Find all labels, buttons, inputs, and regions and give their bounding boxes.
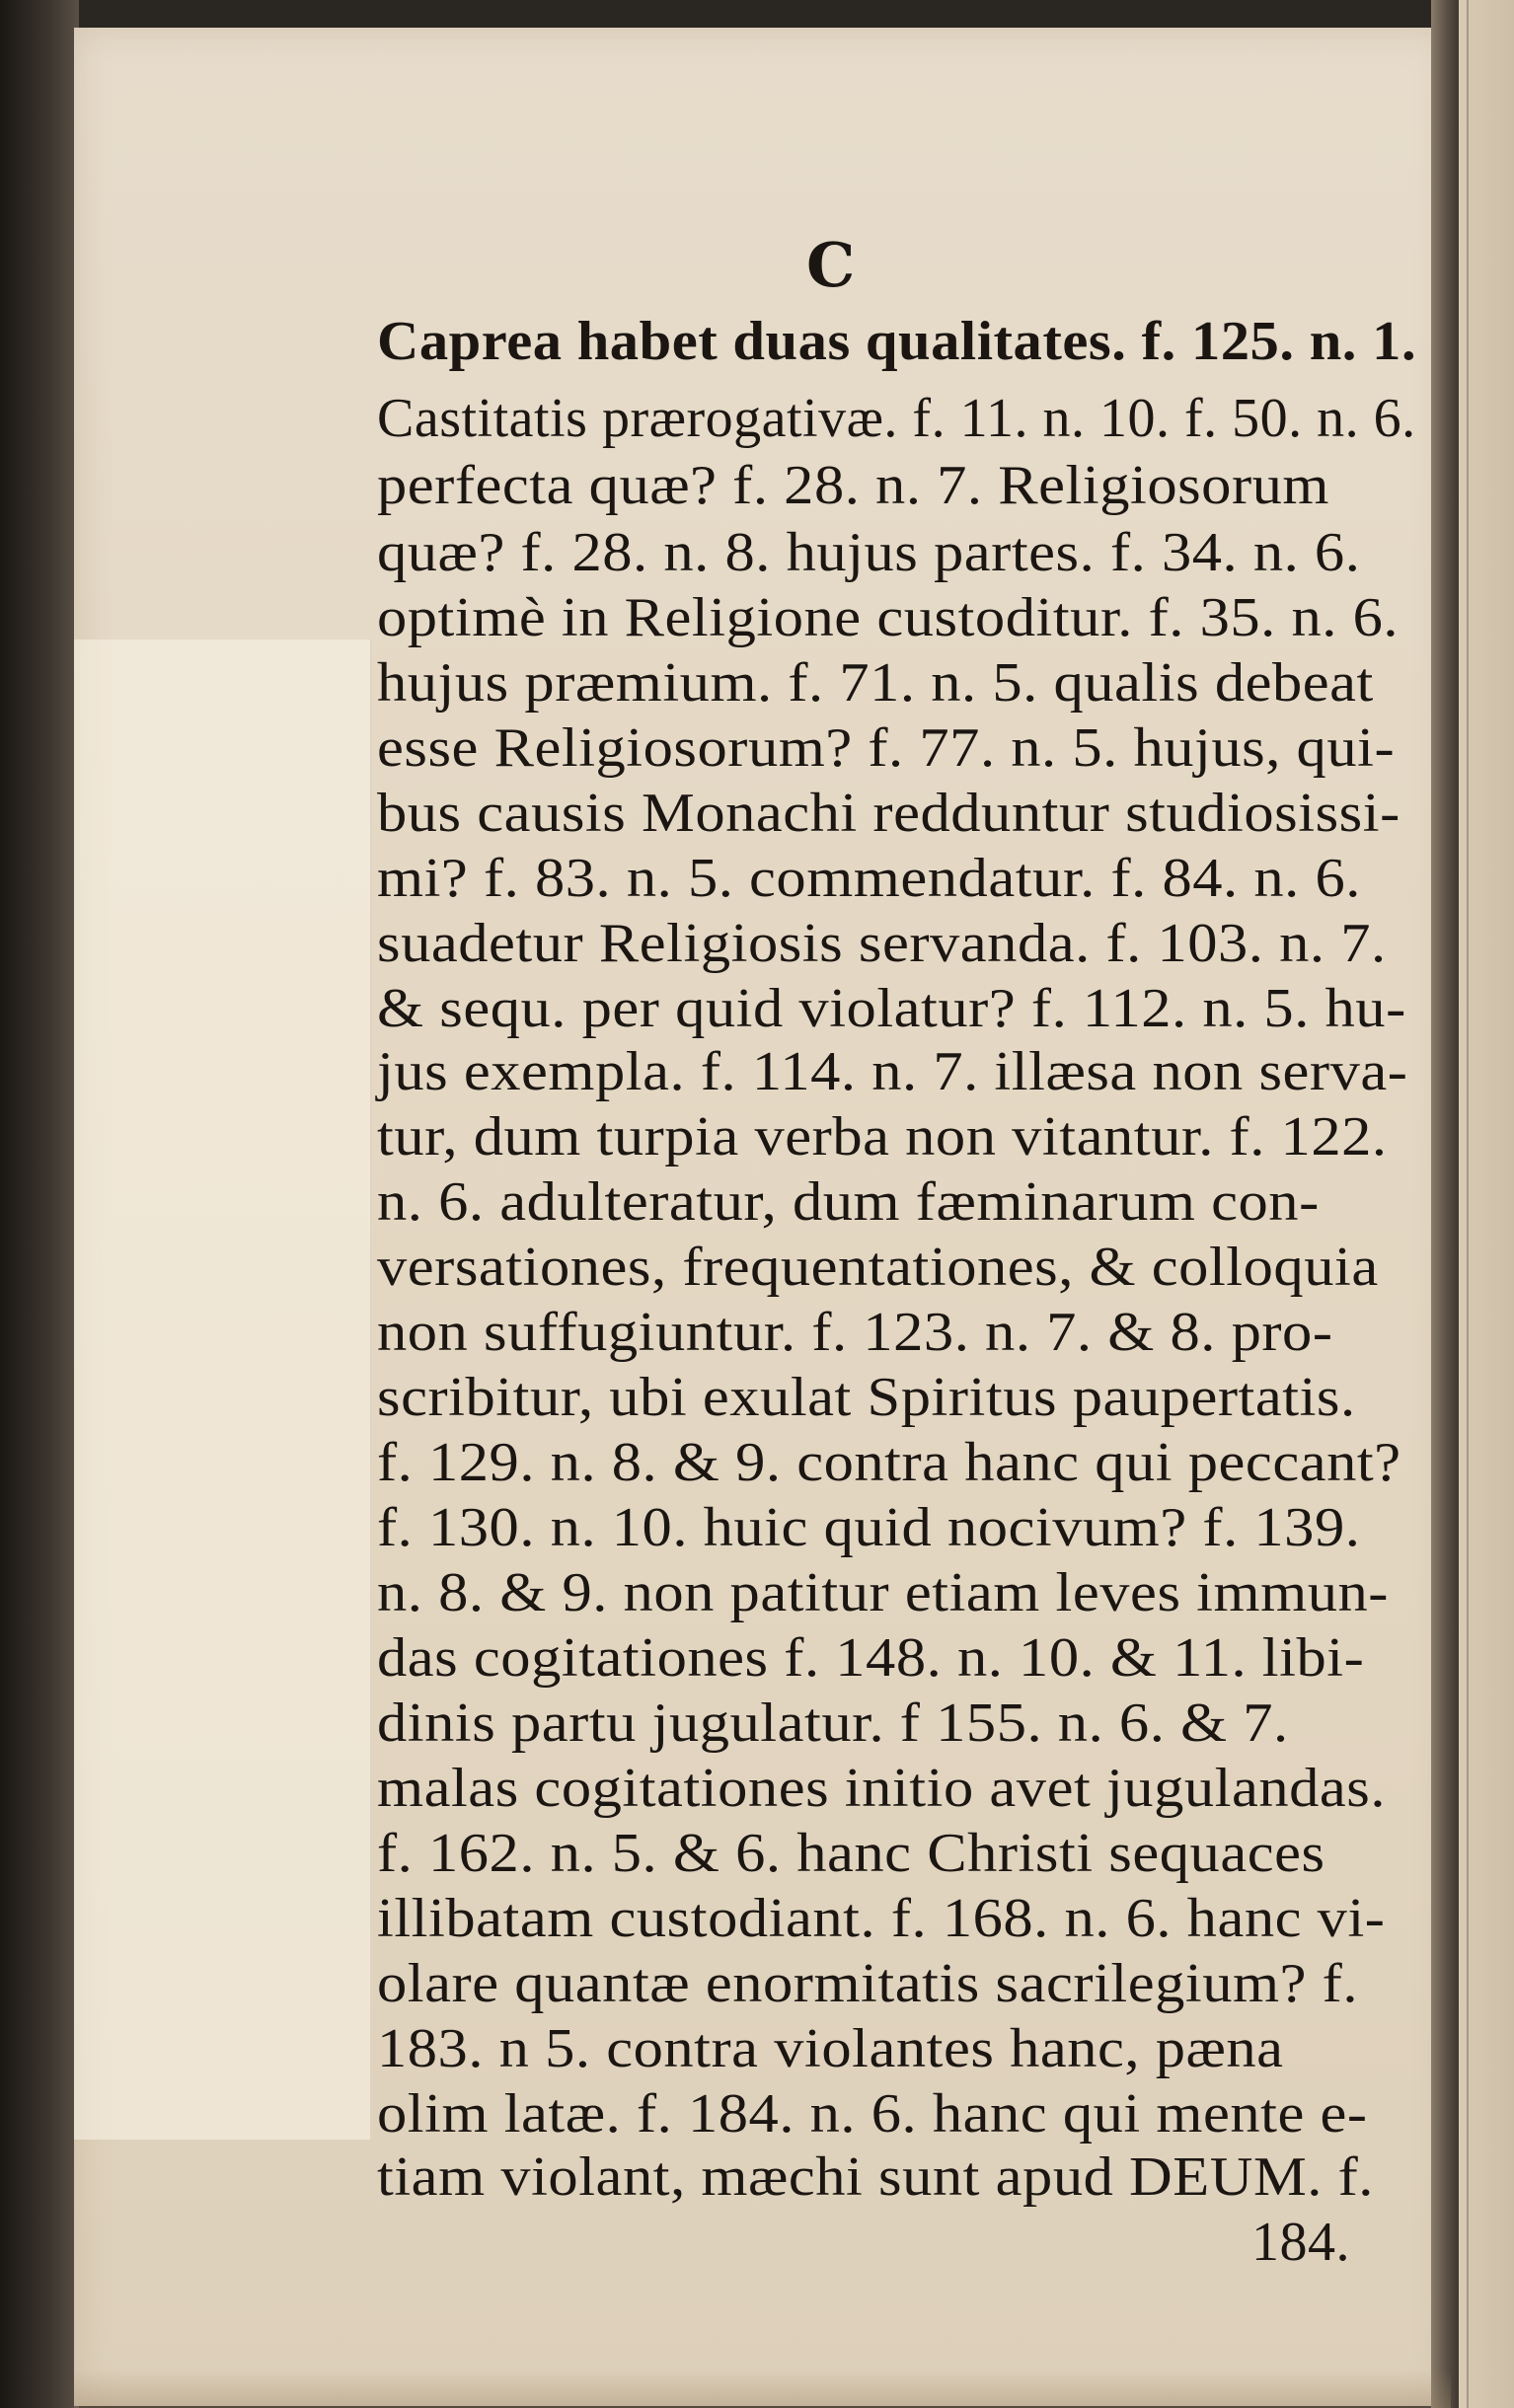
index-line: n. 6. adulteratur, dum fæminarum con- (377, 1171, 1320, 1233)
facing-page-edge (1459, 0, 1514, 2408)
index-line: esse Religiosorum? f. 77. n. 5. hujus, qui- (377, 717, 1396, 779)
index-line: 184. (1251, 2212, 1350, 2273)
index-line: versationes, frequentationes, & colloquia (377, 1237, 1379, 1298)
index-line: dinis partu jugulatur. f 155. n. 6. & 7. (377, 1693, 1289, 1754)
index-line: tur, dum turpia verba non vitantur. f. 122. (377, 1106, 1388, 1167)
index-line: hujus præmium. f. 71. n. 5. qualis debeat (377, 652, 1374, 714)
index-line: illibatam custodiant. f. 168. n. 6. hanc vi- (377, 1888, 1386, 1949)
gutter-fold (1431, 0, 1461, 2408)
index-line: f. 129. n. 8. & 9. contra hanc qui peccant? (377, 1432, 1401, 1493)
index-line: olim latæ. f. 184. n. 6. hanc qui mente e- (377, 2083, 1368, 2145)
index-line: olare quantæ enormitatis sacrilegium? f. (377, 1953, 1359, 2014)
index-line: malas cogitationes initio avet jugulandas. (377, 1758, 1387, 1819)
index-line: 183. n 5. contra violantes hanc, pæna (377, 2018, 1284, 2079)
binding-shadow (0, 0, 79, 2408)
index-line: das cogitationes f. 148. n. 10. & 11. libi- (377, 1627, 1365, 1689)
index-line: jus exempla. f. 114. n. 7. illæsa non serva- (377, 1041, 1408, 1102)
index-line: tiam violant, mæchi sunt apud DEUM. f. (377, 2146, 1374, 2208)
index-line: n. 8. & 9. non patitur etiam leves immun- (377, 1562, 1389, 1623)
index-line: mi? f. 83. n. 5. commendatur. f. 84. n. 6. (377, 848, 1361, 909)
index-line: suadetur Religiosis servanda. f. 103. n. 7. (377, 913, 1387, 974)
paper-patch (74, 640, 372, 2140)
index-line: bus causis Monachi redduntur studiosissi- (377, 783, 1400, 844)
index-line: Caprea habet duas qualitates. f. 125. n. 1. (377, 311, 1417, 372)
index-line: scribitur, ubi exulat Spiritus paupertatis. (377, 1367, 1356, 1428)
index-line: Castitatis prærogativæ. f. 11. n. 10. f. 50. n. 6. (377, 388, 1416, 449)
index-line: quæ? f. 28. n. 8. hujus partes. f. 34. n. 6. (377, 522, 1361, 583)
page-bottom-edge (74, 2369, 1451, 2408)
section-letter-heading: C (806, 229, 856, 301)
index-line: f. 162. n. 5. & 6. hanc Christi sequaces (377, 1823, 1325, 1884)
index-line: f. 130. n. 10. huic quid nocivum? f. 139. (377, 1497, 1361, 1558)
index-line: optimè in Religione custoditur. f. 35. n. 6. (377, 587, 1400, 648)
index-line: non suffugiuntur. f. 123. n. 7. & 8. pro- (377, 1302, 1333, 1363)
index-line: & sequ. per quid violatur? f. 112. n. 5. hu- (377, 978, 1406, 1039)
index-line: perfecta quæ? f. 28. n. 7. Religiosorum (377, 455, 1329, 516)
